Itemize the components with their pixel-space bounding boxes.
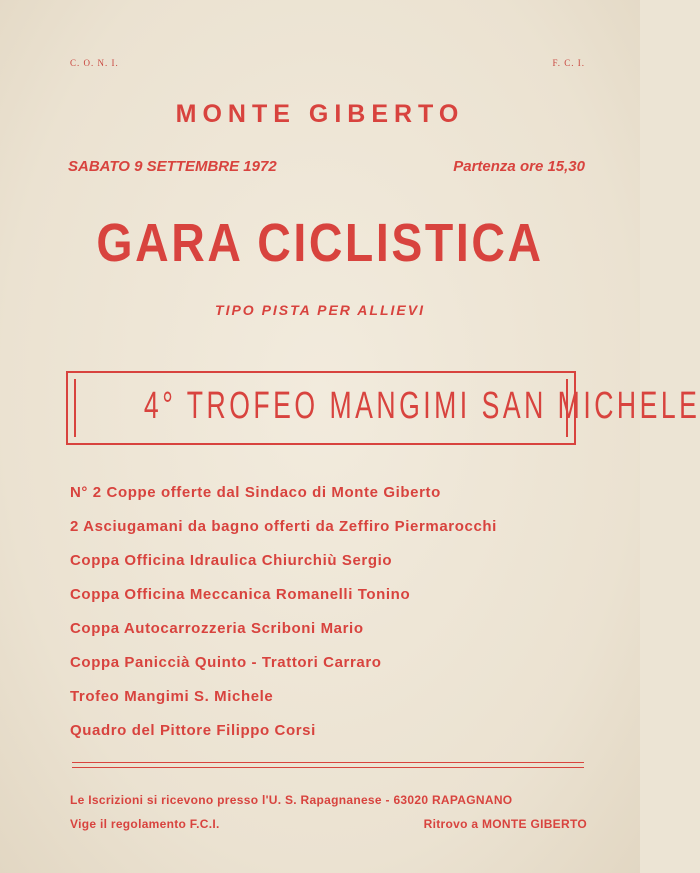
footer-rule-bottom xyxy=(72,767,584,768)
meeting-note: Ritrovo a MONTE GIBERTO xyxy=(423,817,587,831)
frame-inner-left-rule xyxy=(74,379,76,437)
prize-list xyxy=(70,484,497,756)
footer-rule-top xyxy=(72,762,584,763)
prize-item: Coppa Officina Meccanica Romanelli Tonino xyxy=(70,586,411,603)
prize-item: 2 Asciugamani da bagno offerti da Zeffiro Piermarocchi xyxy=(70,518,497,535)
trophy-name: 4° TROFEO MANGIMI SAN MICHELE xyxy=(143,385,700,427)
prize-item: Trofeo Mangimi S. Michele xyxy=(70,688,274,705)
prize-item: Coppa Paniccià Quinto - Trattori Carraro xyxy=(70,654,382,671)
rules-note: Vige il regolamento F.C.I. xyxy=(70,817,220,831)
prize-item: N° 2 Coppe offerte dal Sindaco di Monte Giberto xyxy=(70,484,441,501)
registration-note: Le Iscrizioni si ricevono presso l'U. S. Rapagnanese - 63020 RAPAGNANO xyxy=(70,793,513,807)
race-title: GARA CICLISTICA xyxy=(96,213,544,273)
prize-item: Quadro del Pittore Filippo Corsi xyxy=(70,722,316,739)
start-time: Partenza ore 15,30 xyxy=(453,158,585,175)
town-name: MONTE GIBERTO xyxy=(175,100,465,128)
race-subtitle: TIPO PISTA PER ALLIEVI xyxy=(215,302,425,318)
fci-mark: F. C. I. xyxy=(552,58,585,68)
prize-item: Coppa Autocarrozzeria Scriboni Mario xyxy=(70,620,364,637)
event-date: SABATO 9 SETTEMBRE 1972 xyxy=(68,158,277,175)
trophy-frame xyxy=(66,371,700,445)
prize-item: Coppa Officina Idraulica Chiurchiù Sergio xyxy=(70,552,393,569)
coni-mark: C. O. N. I. xyxy=(70,58,119,68)
